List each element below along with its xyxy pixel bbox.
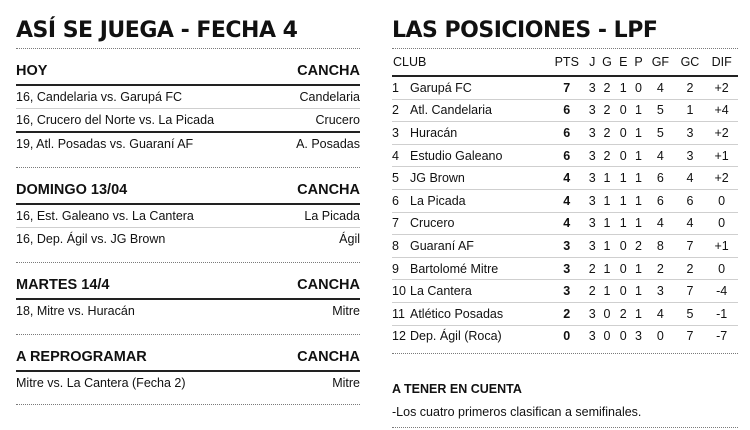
cell-gc: 3 bbox=[675, 144, 706, 167]
cell-p: 1 bbox=[631, 257, 646, 280]
venue-heading: CANCHA bbox=[297, 63, 360, 79]
section-hoy bbox=[16, 58, 360, 155]
cell-j: 3 bbox=[586, 144, 598, 167]
match-text: 18, Mitre vs. Huracán bbox=[16, 304, 135, 318]
cell-pts: 3 bbox=[547, 280, 586, 303]
venue-text: Ágil bbox=[339, 232, 360, 246]
cell-club: La Picada bbox=[410, 189, 547, 212]
cell-j: 3 bbox=[586, 302, 598, 325]
match-row bbox=[16, 228, 360, 250]
table-row bbox=[392, 235, 738, 258]
venue-text: Candelaria bbox=[299, 90, 360, 104]
cell-g: 0 bbox=[598, 302, 615, 325]
cell-dif: +1 bbox=[705, 235, 738, 258]
cell-pos: 6 bbox=[392, 189, 410, 212]
section-martes bbox=[16, 272, 360, 322]
cell-dif: +2 bbox=[705, 76, 738, 99]
cell-e: 1 bbox=[616, 76, 631, 99]
venue-text: Mitre bbox=[332, 304, 360, 318]
table-row bbox=[392, 189, 738, 212]
cell-p: 1 bbox=[631, 122, 646, 145]
cell-p: 2 bbox=[631, 235, 646, 258]
divider bbox=[16, 48, 360, 49]
venue-heading: CANCHA bbox=[297, 182, 360, 198]
col-header-e: E bbox=[616, 49, 631, 76]
cell-j: 3 bbox=[586, 76, 598, 99]
match-row bbox=[16, 372, 360, 394]
cell-j: 2 bbox=[586, 257, 598, 280]
cell-gf: 8 bbox=[646, 235, 675, 258]
cell-e: 1 bbox=[616, 167, 631, 190]
cell-e: 0 bbox=[616, 144, 631, 167]
col-header-g: G bbox=[598, 49, 615, 76]
cell-pts: 4 bbox=[547, 167, 586, 190]
cell-gf: 5 bbox=[646, 122, 675, 145]
cell-j: 3 bbox=[588, 329, 596, 344]
cell-gc: 6 bbox=[675, 189, 706, 212]
table-header-row bbox=[392, 49, 738, 76]
cell-g: 1 bbox=[598, 189, 615, 212]
cell-club: Crucero bbox=[410, 212, 547, 235]
cell-dif: +1 bbox=[705, 144, 738, 167]
cell-g: 1 bbox=[598, 257, 615, 280]
cell-pts: 6 bbox=[547, 144, 586, 167]
cell-e: 1 bbox=[616, 189, 631, 212]
cell-j: 3 bbox=[586, 167, 598, 190]
cell-gc: 4 bbox=[675, 167, 706, 190]
table-row bbox=[392, 302, 738, 325]
match-text: 16, Dep. Ágil vs. JG Brown bbox=[16, 232, 166, 246]
cell-e: 0 bbox=[616, 257, 631, 280]
cell-dif: 0 bbox=[705, 189, 738, 212]
match-text: 16, Candelaria vs. Garupá FC bbox=[16, 90, 183, 104]
cell-g: 0 bbox=[603, 329, 611, 344]
match-text: 19, Atl. Posadas vs. Guaraní AF bbox=[16, 137, 194, 151]
divider bbox=[16, 262, 360, 263]
cell-dif: -1 bbox=[705, 302, 738, 325]
cell-gc: 3 bbox=[675, 122, 706, 145]
cell-gf: 0 bbox=[656, 329, 664, 344]
cell-j: 2 bbox=[586, 280, 598, 303]
cell-pts: 2 bbox=[547, 302, 586, 325]
cell-j: 3 bbox=[586, 99, 598, 122]
cell-gc: 7 bbox=[686, 329, 694, 344]
cell-g: 1 bbox=[598, 235, 615, 258]
section-heading: MARTES 14/4 bbox=[16, 277, 110, 293]
cell-p: 1 bbox=[631, 189, 646, 212]
cell-pos: 12 bbox=[392, 329, 406, 344]
col-header-dif: DIF bbox=[705, 49, 738, 76]
cell-gf: 3 bbox=[646, 280, 675, 303]
cell-gf: 5 bbox=[646, 99, 675, 122]
cell-pts: 7 bbox=[547, 76, 586, 99]
cell-pts: 6 bbox=[547, 122, 586, 145]
section-reprogramar bbox=[16, 344, 360, 394]
cell-gc: 5 bbox=[675, 302, 706, 325]
cell-club: JG Brown bbox=[410, 167, 547, 190]
cell-club: La Cantera bbox=[410, 280, 547, 303]
cell-p: 0 bbox=[631, 76, 646, 99]
match-row bbox=[16, 86, 360, 109]
cell-p: 1 bbox=[631, 302, 646, 325]
cell-e: 0 bbox=[616, 122, 631, 145]
col-header-gf: GF bbox=[646, 49, 675, 76]
cell-pts: 6 bbox=[547, 99, 586, 122]
cell-pos: 9 bbox=[392, 257, 410, 280]
cell-e: 1 bbox=[616, 212, 631, 235]
standings-body bbox=[392, 76, 738, 347]
match-row bbox=[16, 205, 360, 228]
cell-g: 1 bbox=[598, 212, 615, 235]
cell-pts: 4 bbox=[547, 189, 586, 212]
cell-club: Huracán bbox=[410, 122, 547, 145]
cell-e: 0 bbox=[616, 99, 631, 122]
cell-p: 1 bbox=[631, 144, 646, 167]
cell-club: Garupá FC bbox=[410, 76, 547, 99]
cell-pts: 0 bbox=[563, 329, 571, 344]
cell-pts: 4 bbox=[547, 212, 586, 235]
col-header-gc: GC bbox=[675, 49, 706, 76]
table-row bbox=[392, 212, 738, 235]
cell-p: 1 bbox=[631, 280, 646, 303]
table-row bbox=[392, 76, 738, 99]
cell-dif: +2 bbox=[705, 167, 738, 190]
divider bbox=[16, 334, 360, 335]
venue-heading: CANCHA bbox=[297, 277, 360, 293]
fixtures-panel bbox=[16, 0, 360, 405]
cell-dif: 0 bbox=[705, 212, 738, 235]
match-row bbox=[16, 109, 360, 133]
cell-pos: 5 bbox=[392, 167, 410, 190]
cell-club: Bartolomé Mitre bbox=[410, 257, 547, 280]
cell-gc: 7 bbox=[675, 280, 706, 303]
cell-club: Atlético Posadas bbox=[410, 302, 547, 325]
section-domingo bbox=[16, 177, 360, 250]
section-heading: DOMINGO 13/04 bbox=[16, 182, 128, 198]
standings-table bbox=[392, 49, 738, 347]
cell-e: 0 bbox=[616, 235, 631, 258]
cell-p: 1 bbox=[631, 212, 646, 235]
cell-gc: 2 bbox=[675, 257, 706, 280]
standings-title: LAS POSICIONES - LPF bbox=[392, 18, 658, 43]
standings-panel bbox=[392, 0, 738, 428]
cell-pos: 4 bbox=[392, 144, 410, 167]
cell-j: 3 bbox=[586, 189, 598, 212]
table-row bbox=[392, 280, 738, 303]
cell-j: 3 bbox=[586, 235, 598, 258]
divider bbox=[392, 427, 738, 428]
cell-club: Atl. Candelaria bbox=[410, 99, 547, 122]
cell-gf: 6 bbox=[646, 167, 675, 190]
cell-pos: 3 bbox=[392, 122, 410, 145]
note-title: A TENER EN CUENTA bbox=[392, 382, 522, 397]
divider bbox=[16, 404, 360, 405]
cell-gc: 2 bbox=[675, 76, 706, 99]
venue-text: La Picada bbox=[304, 209, 360, 223]
cell-dif: -7 bbox=[716, 329, 728, 344]
cell-e: 0 bbox=[619, 329, 627, 344]
cell-p: 1 bbox=[631, 167, 646, 190]
cell-gf: 6 bbox=[646, 189, 675, 212]
divider bbox=[16, 167, 360, 168]
table-row bbox=[392, 257, 738, 280]
col-header-j: J bbox=[586, 49, 598, 76]
section-heading: HOY bbox=[16, 63, 48, 79]
cell-gf: 2 bbox=[646, 257, 675, 280]
note-text: -Los cuatro primeros clasifican a semifinales. bbox=[392, 405, 642, 420]
divider bbox=[392, 353, 738, 354]
cell-e: 0 bbox=[616, 280, 631, 303]
cell-pts: 3 bbox=[547, 235, 586, 258]
match-text: Mitre vs. La Cantera (Fecha 2) bbox=[16, 376, 186, 390]
cell-dif: +4 bbox=[705, 99, 738, 122]
cell-g: 2 bbox=[598, 76, 615, 99]
section-heading: A REPROGRAMAR bbox=[16, 349, 147, 365]
cell-e: 2 bbox=[616, 302, 631, 325]
table-row bbox=[392, 99, 738, 122]
cell-j: 3 bbox=[586, 122, 598, 145]
cell-gf: 4 bbox=[646, 144, 675, 167]
cell-g: 2 bbox=[598, 99, 615, 122]
cell-pos: 8 bbox=[392, 235, 410, 258]
cell-pos: 2 bbox=[392, 99, 410, 122]
cell-gc: 7 bbox=[675, 235, 706, 258]
match-row bbox=[16, 300, 360, 322]
cell-gc: 1 bbox=[675, 99, 706, 122]
fixtures-title: ASÍ SE JUEGA - FECHA 4 bbox=[16, 18, 298, 43]
cell-pts: 3 bbox=[547, 257, 586, 280]
cell-g: 1 bbox=[598, 280, 615, 303]
cell-gc: 4 bbox=[675, 212, 706, 235]
cell-pos: 11 bbox=[392, 302, 410, 325]
cell-dif: 0 bbox=[705, 257, 738, 280]
venue-text: A. Posadas bbox=[296, 137, 360, 151]
cell-pos: 1 bbox=[392, 76, 410, 99]
match-text: 16, Est. Galeano vs. La Cantera bbox=[16, 209, 194, 223]
cell-gf: 4 bbox=[646, 212, 675, 235]
venue-heading: CANCHA bbox=[297, 349, 360, 365]
match-text: 16, Crucero del Norte vs. La Picada bbox=[16, 113, 215, 127]
cell-pos: 7 bbox=[392, 212, 410, 235]
match-row bbox=[16, 133, 360, 155]
col-header-p: P bbox=[631, 49, 646, 76]
table-row bbox=[392, 325, 738, 347]
cell-dif: -4 bbox=[705, 280, 738, 303]
cell-dif: +2 bbox=[705, 122, 738, 145]
cell-g: 1 bbox=[598, 167, 615, 190]
table-row bbox=[392, 167, 738, 190]
cell-p: 3 bbox=[635, 329, 642, 344]
cell-gf: 4 bbox=[646, 302, 675, 325]
cell-p: 1 bbox=[631, 99, 646, 122]
col-header-club: CLUB bbox=[392, 49, 547, 76]
cell-pos: 10 bbox=[392, 280, 410, 303]
col-header-pts: PTS bbox=[547, 49, 586, 76]
cell-j: 3 bbox=[586, 212, 598, 235]
venue-text: Mitre bbox=[332, 376, 360, 390]
venue-text: Crucero bbox=[315, 113, 360, 127]
cell-gf: 4 bbox=[646, 76, 675, 99]
cell-g: 2 bbox=[598, 144, 615, 167]
table-row bbox=[392, 122, 738, 145]
table-row bbox=[392, 144, 738, 167]
cell-club: Dep. Ágil (Roca) bbox=[410, 329, 502, 344]
cell-g: 2 bbox=[598, 122, 615, 145]
cell-club: Guaraní AF bbox=[410, 235, 547, 258]
cell-club: Estudio Galeano bbox=[410, 144, 547, 167]
